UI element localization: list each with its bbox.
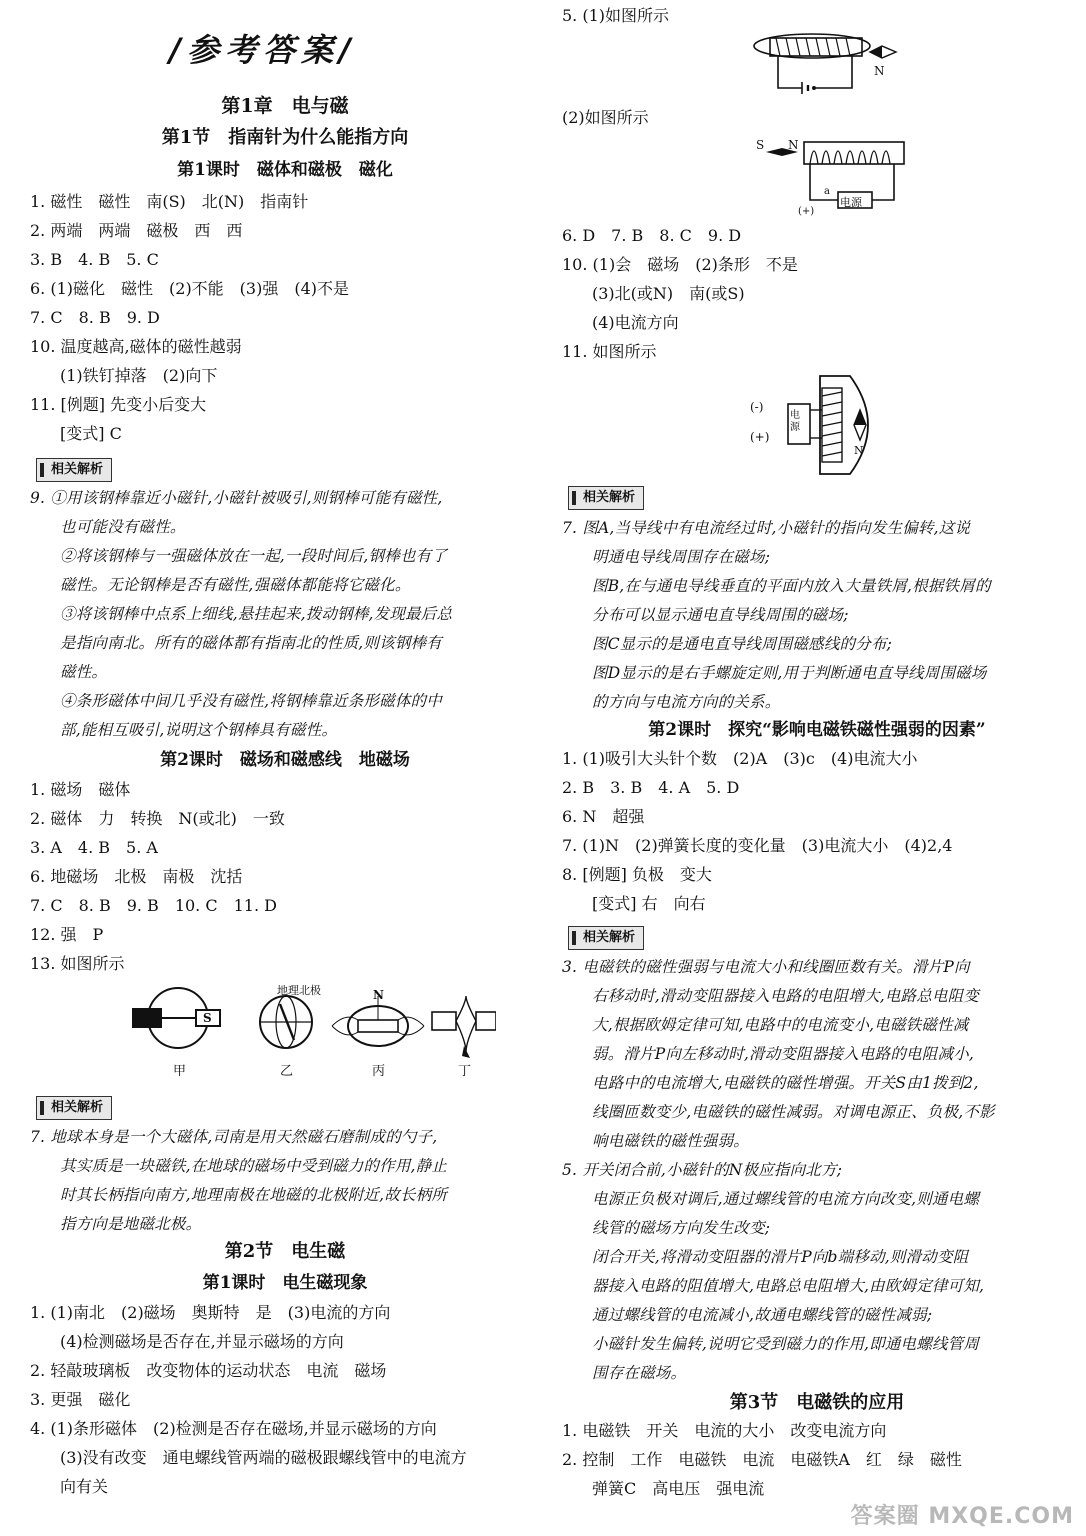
explanation-line: ②将该钢棒与一强磁体放在一起,一段时间后,钢棒也有了 [60, 547, 448, 565]
answer-line: (3)没有改变 通电螺线管两端的磁极跟螺线管中的电流方 [60, 1448, 467, 1467]
answer-line: 10. (1)会 磁场 (2)条形 不是 [562, 255, 798, 274]
answer-line: [变式] 右 向右 [592, 894, 706, 913]
explanation-line: 7. 地球本身是一个大磁体,司南是用天然磁石磨制成的勺子, [30, 1128, 438, 1146]
answer-line: 1. 电磁铁 开关 电流的大小 改变电流方向 [562, 1421, 887, 1440]
power-label: 电源 [790, 410, 800, 433]
answer-line: 4. (1)条形磁体 (2)检测是否存在磁场,并显示磁场的方向 [30, 1419, 437, 1438]
answer-line: (2)如图所示 [562, 108, 649, 127]
minus-terminal-label: (-) [750, 400, 764, 414]
answer-line: 2. B 3. B 4. A 5. D [562, 778, 740, 797]
explanation-line: 时其长柄指向南方,地理南极在地磁的北极附近,故长柄所 [60, 1186, 448, 1204]
s-pole-label: S [756, 138, 765, 152]
lesson-heading: 第2课时 磁场和磁感线 地磁场 [160, 750, 410, 770]
explanation-line: 9. ①用该钢棒靠近小磁针,小磁针被吸引,则钢棒可能有磁性, [30, 489, 443, 507]
explanation-line: 磁性。 [60, 663, 108, 681]
answer-line: 1. (1)南北 (2)磁场 奥斯特 是 (3)电流的方向 [30, 1303, 391, 1322]
explanation-line: 3. 电磁铁的磁性强弱与电流大小和线圈匝数有关。滑片P向 [562, 958, 970, 976]
answer-line: (4)检测磁场是否存在,并显示磁场的方向 [60, 1332, 344, 1351]
figure-caption-ding: 丁 [458, 1064, 472, 1079]
analysis-tag: 相关解析 [568, 926, 644, 950]
explanation-line: ③将该钢棒中点系上细线,悬挂起来,拨动钢棒,发现最后总 [60, 605, 453, 623]
lesson-heading: 第1课时 电生磁现象 [202, 1273, 368, 1293]
answer-line: 6. D 7. B 8. C 9. D [562, 226, 742, 245]
explanation-line: 5. 开关闭合前,小磁针的N极应指向北方; [562, 1161, 843, 1179]
answer-line: 10. 温度越高,磁体的磁性越弱 [30, 337, 242, 356]
explanation-line: 通过螺线管的电流减小,故通电螺线管的磁性减弱; [592, 1306, 933, 1324]
answer-line: 2. 控制 工作 电磁铁 电流 电磁铁A 红 绿 磁性 [562, 1450, 962, 1469]
explanation-line: 是指向南北。所有的磁体都有指南北的性质,则该钢棒有 [60, 634, 442, 652]
explanation-line: 也可能没有磁性。 [60, 518, 186, 536]
answer-line: 1. 磁性 磁性 南(S) 北(N) 指南针 [30, 192, 309, 211]
answer-line: 1. (1)吸引大头针个数 (2)A (3)c (4)电流大小 [562, 749, 918, 768]
answer-line: 6. (1)磁化 磁性 (2)不能 (3)强 (4)不是 [30, 279, 350, 298]
explanation-line: 电路中的电流增大,电磁铁的磁性增强。开关S由1拨到2, [592, 1074, 979, 1092]
answer-line: (3)北(或N) 南(或S) [592, 284, 745, 303]
explanation-line: 分布可以显示通电直导线周围的磁场; [592, 606, 849, 624]
analysis-tag: 相关解析 [568, 486, 644, 510]
explanation-line: 7. 图A,当导线中有电流经过时,小磁针的指向发生偏转,这说 [562, 519, 971, 537]
power-label: 电源 [840, 196, 862, 209]
lesson-heading: 第2课时 探究“影响电磁铁磁性强弱的因素” [648, 720, 986, 740]
explanation-line: 图C显示的是通电直导线周围磁感线的分布; [592, 635, 893, 653]
explanation-line: 响电磁铁的磁性强弱。 [592, 1132, 750, 1150]
answer-line: 6. N 超强 [562, 807, 645, 826]
answer-line: 2. 两端 两端 磁极 西 西 [30, 221, 243, 240]
answer-line: 6. 地磁场 北极 南极 沈括 [30, 867, 243, 886]
chapter-heading: 第1章 电与磁 [221, 95, 349, 117]
answer-line: 弹簧C 高电压 强电流 [592, 1479, 765, 1498]
explanation-line: 的方向与电流方向的关系。 [592, 693, 781, 711]
section-heading: 第3节 电磁铁的应用 [729, 1392, 905, 1413]
figure-caption-bing: 丙 [372, 1064, 386, 1079]
analysis-tag: 相关解析 [36, 1096, 112, 1120]
answer-line: 7. C 8. B 9. D [30, 308, 160, 327]
explanation-line: 指方向是地磁北极。 [60, 1215, 202, 1233]
explanation-line: 线管的磁场方向发生改变; [592, 1219, 771, 1237]
lesson-heading: 第1课时 磁体和磁极 磁化 [177, 160, 393, 180]
answer-line: [变式] C [60, 424, 122, 443]
explanation-line: 图D显示的是右手螺旋定则,用于判断通电直导线周围磁场 [592, 664, 987, 682]
answer-line: 7. C 8. B 9. B 10. C 11. D [30, 896, 277, 915]
answer-line: (4)电流方向 [592, 313, 679, 332]
explanation-line: ④条形磁体中间几乎没有磁性,将钢棒靠近条形磁体的中 [60, 692, 442, 710]
figure-caption-yi: 乙 [280, 1064, 294, 1079]
explanation-line: 磁性。无论钢棒是否有磁性,强磁体都能将它磁化。 [60, 576, 411, 594]
answer-line: (1)铁钉掉落 (2)向下 [60, 366, 218, 385]
explanation-line: 线圈匝数变少,电磁铁的磁性减弱。对调电源正、负极,不影 [592, 1103, 995, 1121]
answer-line: 2. 磁体 力 转换 N(或北) 一致 [30, 809, 285, 828]
answer-line: 2. 轻敲玻璃板 改变物体的运动状态 电流 磁场 [30, 1361, 387, 1380]
n-pole-label: N [854, 444, 864, 457]
answer-line: 1. 磁场 磁体 [30, 780, 131, 799]
plus-terminal-label: (+) [750, 430, 770, 444]
answer-line: 5. (1)如图所示 [562, 6, 670, 25]
section-heading: 第1节 指南针为什么能指方向 [161, 127, 409, 148]
explanation-line: 大,根据欧姆定律可知,电路中的电流变小,电磁铁磁性减 [592, 1016, 969, 1034]
figure-5-2-solenoid [754, 134, 914, 218]
answer-line: 13. 如图所示 [30, 954, 125, 973]
explanation-line: 弱。滑片P向左移动时,滑动变阻器接入电路的电阻减小, [592, 1045, 974, 1063]
s-pole-label: S [203, 1011, 212, 1025]
geo-north-label: 地理北极 [277, 984, 321, 997]
explanation-line: 围存在磁场。 [592, 1364, 687, 1382]
explanation-line: 电源正负极对调后,通过螺线管的电流方向改变,则通电螺 [592, 1190, 980, 1208]
answer-line: 3. B 4. B 5. C [30, 250, 159, 269]
explanation-line: 右移动时,滑动变阻器接入电路的电阻增大,电路总电阻变 [592, 987, 980, 1005]
explanation-line: 闭合开关,将滑动变阻器的滑片P向b端移动,则滑动变阻 [592, 1248, 969, 1266]
answer-line: 7. (1)N (2)弹簧长度的变化量 (3)电流大小 (4)2,4 [562, 836, 953, 855]
explanation-line: 部,能相互吸引,说明这个钢棒具有磁性。 [60, 721, 338, 739]
explanation-line: 明通电导线周围存在磁场; [592, 548, 771, 566]
n-pole-label: N [874, 64, 885, 78]
answer-line: 3. 更强 磁化 [30, 1390, 131, 1409]
explanation-line: 图B,在与通电导线垂直的平面内放入大量铁屑,根据铁屑的 [592, 577, 991, 595]
explanation-line: 其实质是一块磁铁,在地球的磁场中受到磁力的作用,静止 [60, 1157, 448, 1175]
analysis-tag: 相关解析 [36, 458, 112, 482]
answer-line: 12. 强 P [30, 925, 104, 944]
section-heading: 第2节 电生磁 [224, 1241, 346, 1262]
page-title: /参考答案/ [169, 31, 357, 69]
explanation-line: 小磁针发生偏转,说明它受到磁力的作用,即通电螺线管周 [592, 1335, 980, 1353]
n-pole-label: N [788, 138, 799, 152]
site-watermark: 答案圈 MXQE.COM [850, 1504, 1074, 1529]
answer-line: 11. [例题] 先变小后变大 [30, 395, 207, 414]
figure-caption-jia: 甲 [173, 1064, 187, 1079]
explanation-line: 器接入电路的阻值增大,电路总电阻增大,由欧姆定律可知, [592, 1277, 985, 1295]
answer-line: 3. A 4. B 5. A [30, 838, 158, 857]
answer-line: 8. [例题] 负极 变大 [562, 865, 712, 884]
n-pole-label: N [373, 988, 384, 1002]
answer-line: 11. 如图所示 [562, 342, 657, 361]
answer-line: 向有关 [60, 1477, 109, 1496]
terminal-a-label: a [824, 186, 830, 197]
plus-terminal-label: (+) [798, 206, 815, 217]
